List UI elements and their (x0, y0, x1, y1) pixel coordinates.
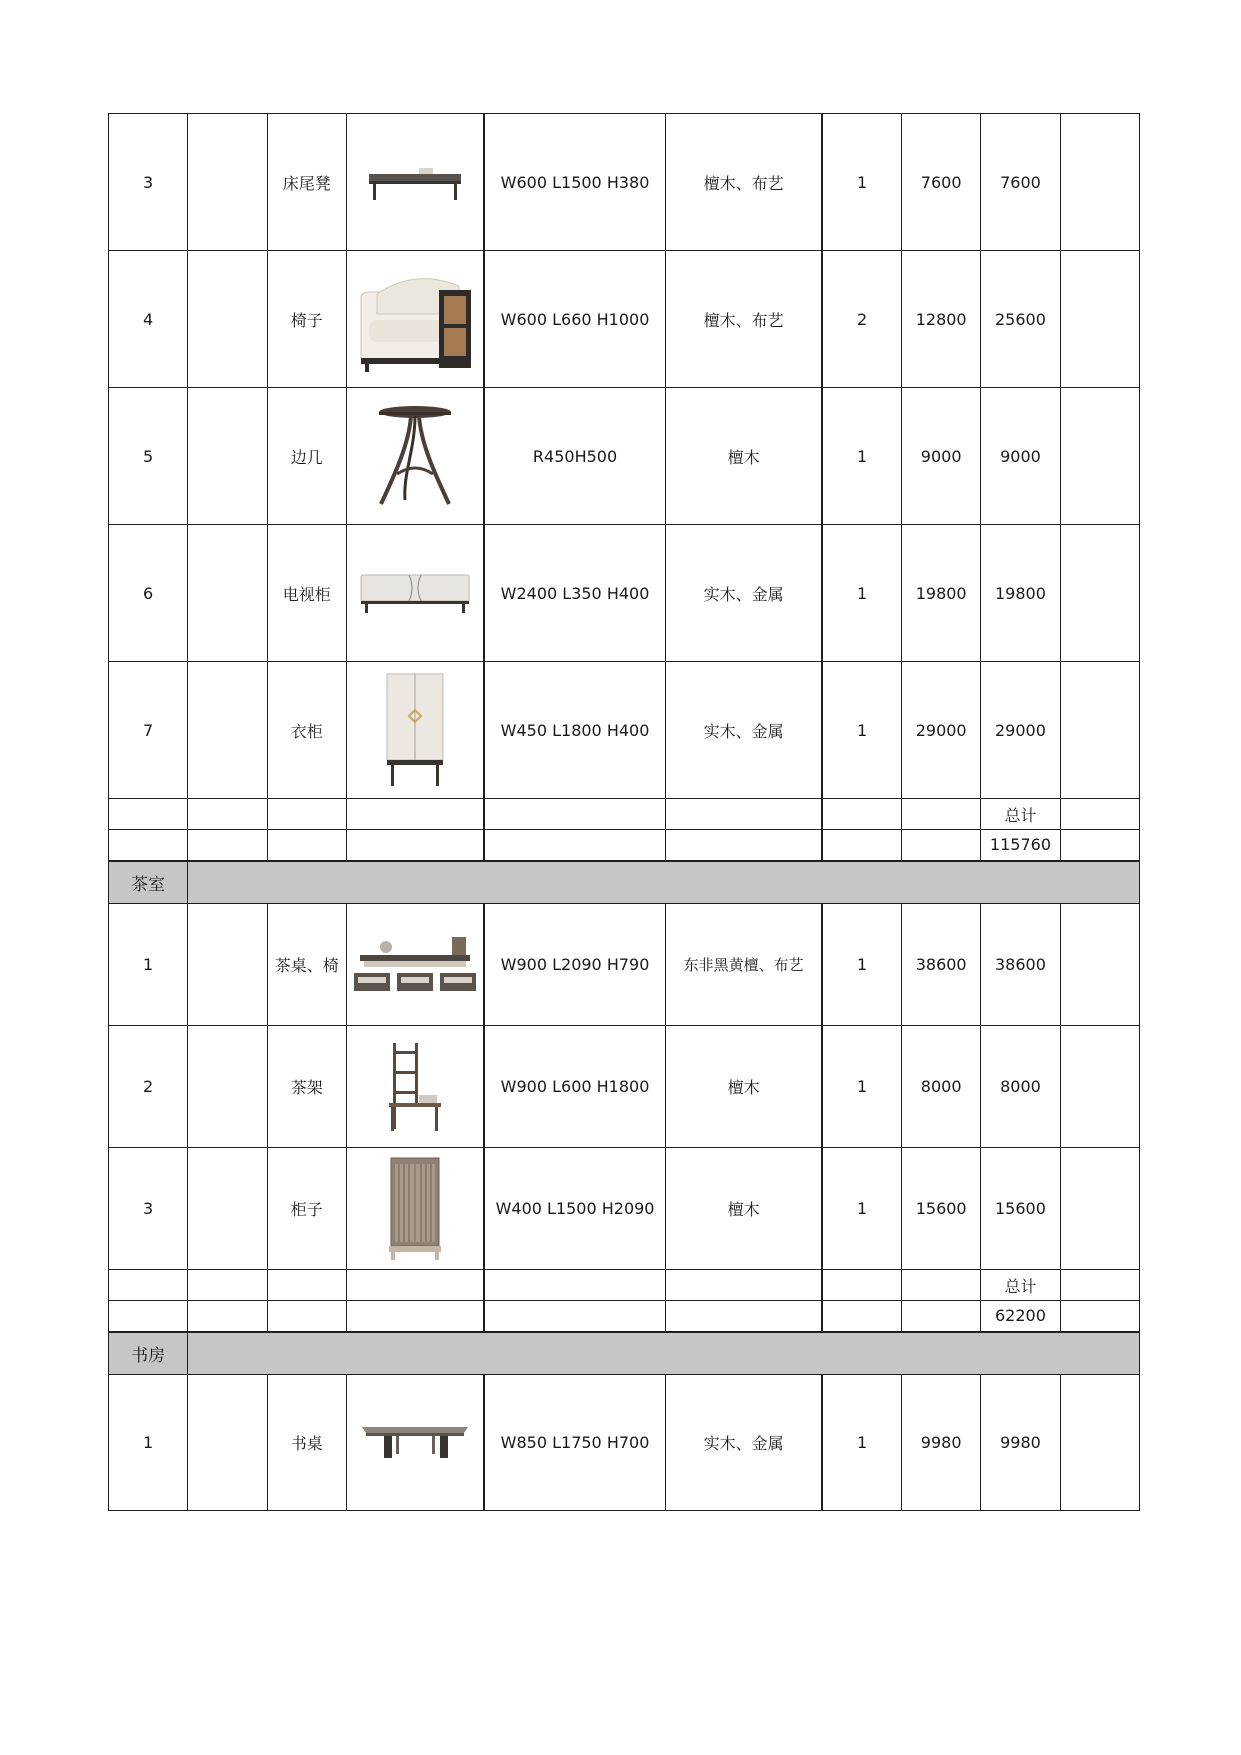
item-remark (1060, 1148, 1139, 1270)
item-quantity: 1 (822, 1148, 901, 1270)
item-remark (1060, 388, 1139, 525)
product-image (346, 388, 484, 525)
item-number: 2 (109, 1026, 188, 1148)
furniture-quote-table (108, 113, 1140, 1511)
item-material: 檀木、布艺 (666, 251, 823, 388)
item-total: 19800 (981, 525, 1060, 662)
item-total: 7600 (981, 114, 1060, 251)
section-header-study (109, 1332, 1140, 1375)
item-material: 实木、金属 (666, 662, 823, 799)
item-unit-price: 7600 (902, 114, 981, 251)
item-name: 茶架 (267, 1026, 346, 1148)
item-quantity: 1 (822, 1026, 901, 1148)
subtotal-value: 115760 (981, 830, 1060, 861)
item-code (188, 1148, 267, 1270)
item-size: W900 L600 H1800 (484, 1026, 666, 1148)
table-row (109, 251, 1140, 388)
item-remark (1060, 1375, 1139, 1511)
item-number: 6 (109, 525, 188, 662)
subtotal-value-row (109, 830, 1140, 861)
item-size: W600 L660 H1000 (484, 251, 666, 388)
item-name: 椅子 (267, 251, 346, 388)
item-number: 3 (109, 114, 188, 251)
item-number: 5 (109, 388, 188, 525)
item-unit-price: 9000 (902, 388, 981, 525)
item-number: 7 (109, 662, 188, 799)
item-size: W450 L1800 H400 (484, 662, 666, 799)
item-remark (1060, 525, 1139, 662)
item-quantity: 1 (822, 904, 901, 1026)
table-row (109, 525, 1140, 662)
table-row (109, 904, 1140, 1026)
product-image (346, 1026, 484, 1148)
table-row (109, 1375, 1140, 1511)
item-code (188, 904, 267, 1026)
item-unit-price: 9980 (902, 1375, 981, 1511)
item-total: 29000 (981, 662, 1060, 799)
item-material: 檀木 (666, 1026, 823, 1148)
item-material: 檀木、布艺 (666, 114, 823, 251)
item-code (188, 1375, 267, 1511)
item-unit-price: 15600 (902, 1148, 981, 1270)
product-image (346, 251, 484, 388)
armchair-icon (355, 264, 475, 374)
item-code (188, 388, 267, 525)
product-image (346, 1148, 484, 1270)
item-number: 1 (109, 904, 188, 1026)
desk-icon (360, 1423, 470, 1463)
item-material: 东非黑黄檀、布艺 (666, 904, 823, 1026)
item-total: 15600 (981, 1148, 1060, 1270)
item-unit-price: 8000 (902, 1026, 981, 1148)
item-size: R450H500 (484, 388, 666, 525)
item-remark (1060, 904, 1139, 1026)
product-image (346, 904, 484, 1026)
item-quantity: 1 (822, 1375, 901, 1511)
item-total: 38600 (981, 904, 1060, 1026)
item-size: W2400 L350 H400 (484, 525, 666, 662)
item-name: 茶桌、椅 (267, 904, 346, 1026)
item-quantity: 2 (822, 251, 901, 388)
wardrobe-icon (383, 672, 447, 788)
tea-table-set-icon (352, 935, 478, 995)
product-image (346, 525, 484, 662)
item-size: W850 L1750 H700 (484, 1375, 666, 1511)
item-code (188, 251, 267, 388)
item-remark (1060, 662, 1139, 799)
bench-icon (367, 162, 463, 202)
item-total: 25600 (981, 251, 1060, 388)
item-name: 书桌 (267, 1375, 346, 1511)
item-total: 8000 (981, 1026, 1060, 1148)
item-unit-price: 19800 (902, 525, 981, 662)
side-table-icon (375, 404, 455, 508)
subtotal-value: 62200 (981, 1301, 1060, 1332)
tv-cabinet-icon (359, 571, 471, 615)
subtotal-label: 总计 (981, 799, 1060, 830)
item-code (188, 525, 267, 662)
item-code (188, 1026, 267, 1148)
item-quantity: 1 (822, 525, 901, 662)
item-name: 衣柜 (267, 662, 346, 799)
subtotal-label-row (109, 1270, 1140, 1301)
table-row (109, 388, 1140, 525)
section-title: 茶室 (109, 861, 188, 904)
item-code (188, 114, 267, 251)
item-total: 9000 (981, 388, 1060, 525)
section-title: 书房 (109, 1332, 188, 1375)
section-header-tea-room (109, 861, 1140, 904)
item-unit-price: 38600 (902, 904, 981, 1026)
table-row (109, 1026, 1140, 1148)
item-quantity: 1 (822, 662, 901, 799)
item-size: W600 L1500 H380 (484, 114, 666, 251)
item-code (188, 662, 267, 799)
item-number: 1 (109, 1375, 188, 1511)
subtotal-label: 总计 (981, 1270, 1060, 1301)
item-name: 电视柜 (267, 525, 346, 662)
item-quantity: 1 (822, 388, 901, 525)
product-image (346, 114, 484, 251)
item-remark (1060, 114, 1139, 251)
item-material: 实木、金属 (666, 1375, 823, 1511)
item-number: 3 (109, 1148, 188, 1270)
item-name: 柜子 (267, 1148, 346, 1270)
item-quantity: 1 (822, 114, 901, 251)
item-unit-price: 12800 (902, 251, 981, 388)
product-image (346, 1375, 484, 1511)
item-name: 床尾凳 (267, 114, 346, 251)
subtotal-label-row (109, 799, 1140, 830)
item-material: 檀木 (666, 388, 823, 525)
item-number: 4 (109, 251, 188, 388)
item-material: 实木、金属 (666, 525, 823, 662)
item-unit-price: 29000 (902, 662, 981, 799)
cabinet-icon (387, 1156, 443, 1262)
item-name: 边几 (267, 388, 346, 525)
item-size: W900 L2090 H790 (484, 904, 666, 1026)
table-row (109, 1148, 1140, 1270)
item-size: W400 L1500 H2090 (484, 1148, 666, 1270)
item-material: 檀木 (666, 1148, 823, 1270)
subtotal-value-row (109, 1301, 1140, 1332)
table-row (109, 114, 1140, 251)
tea-shelf-icon (385, 1041, 445, 1133)
item-remark (1060, 251, 1139, 388)
item-total: 9980 (981, 1375, 1060, 1511)
product-image (346, 662, 484, 799)
table-row (109, 662, 1140, 799)
item-remark (1060, 1026, 1139, 1148)
